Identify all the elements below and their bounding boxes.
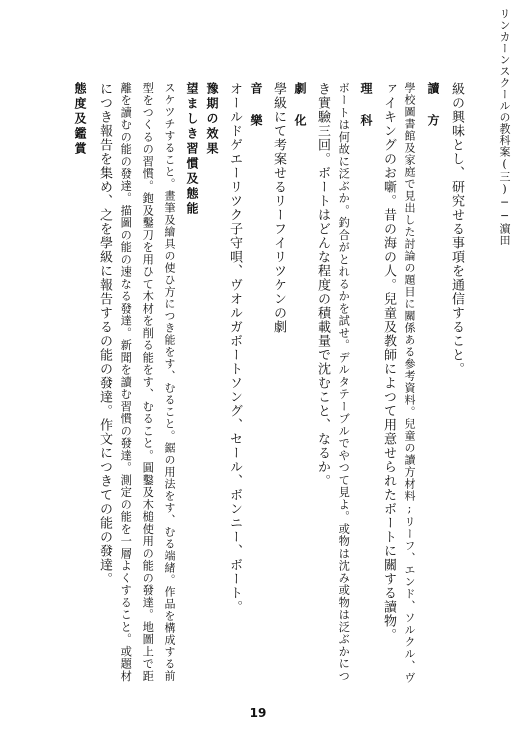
running-header: リンカーンスクールの教科案(三)──濵田 — [498, 8, 511, 246]
body-line: 學級にて考案せるリーフイリツケンの劇 — [271, 82, 286, 334]
body-line: ァイキングのお噺。昔の海の人。兒童及教師によつて用意せられたボートに關する讀物。 — [381, 82, 396, 642]
section-heading: 讀 方 — [426, 82, 440, 129]
section-heading: 理 科 — [359, 82, 373, 129]
body-line: き實驗三回。ボートはどんな程度の積載量で沈むこと、なるか。 — [315, 82, 330, 488]
section-heading: 望ましき習慣及態能 — [185, 82, 199, 217]
section-heading: 豫期の效果 — [205, 82, 219, 157]
body-line: 學校圖書館及家庭で見出した討論の題目に關係ある參考資料。兒童の讀方材料;リーフ、エンド、ソルクル、ヴ — [403, 82, 416, 684]
body-line: スケツチすること。畫筆及繪具の使ひ方につき能をす、むること。鋸の用法をす、むる端緒。作品を構成する前 — [163, 82, 176, 682]
body-line: 級の興味とし、研究せる事項を通信すること。 — [449, 82, 464, 376]
section-heading: 態度及鑑賞 — [73, 82, 87, 157]
section-heading: 劇 化 — [293, 82, 307, 129]
body-line: 型をつくるの習慣。鉋及鑿刀を用ひて木材を削る能をす、むること。圓鑿及木槌使用の能の發達。地圖上で距 — [141, 82, 155, 683]
body-line: ボートは何故に泛ぶか。釣合がとれるかを試せ。デルタテーブルでやつて見よ。或物は沈み或物は泛ぶかにつ — [337, 82, 351, 683]
body-line: につき報告を集め、之を學級に報告するの能の發達。作文につきての能の發達。 — [97, 82, 112, 586]
body-line: オールドゲエーリツク子守唄、ヴオルガボートソング、セール、ボンニー、ボート。 — [227, 82, 242, 614]
section-heading: 音 樂 — [249, 82, 263, 129]
page-number: 19 — [249, 706, 267, 720]
body-line: 離を讀むの能の發達。描圖の能の速なる發達。新聞を讀む習慣の發達。測定の能を一層よくすること。或題材 — [119, 82, 133, 683]
